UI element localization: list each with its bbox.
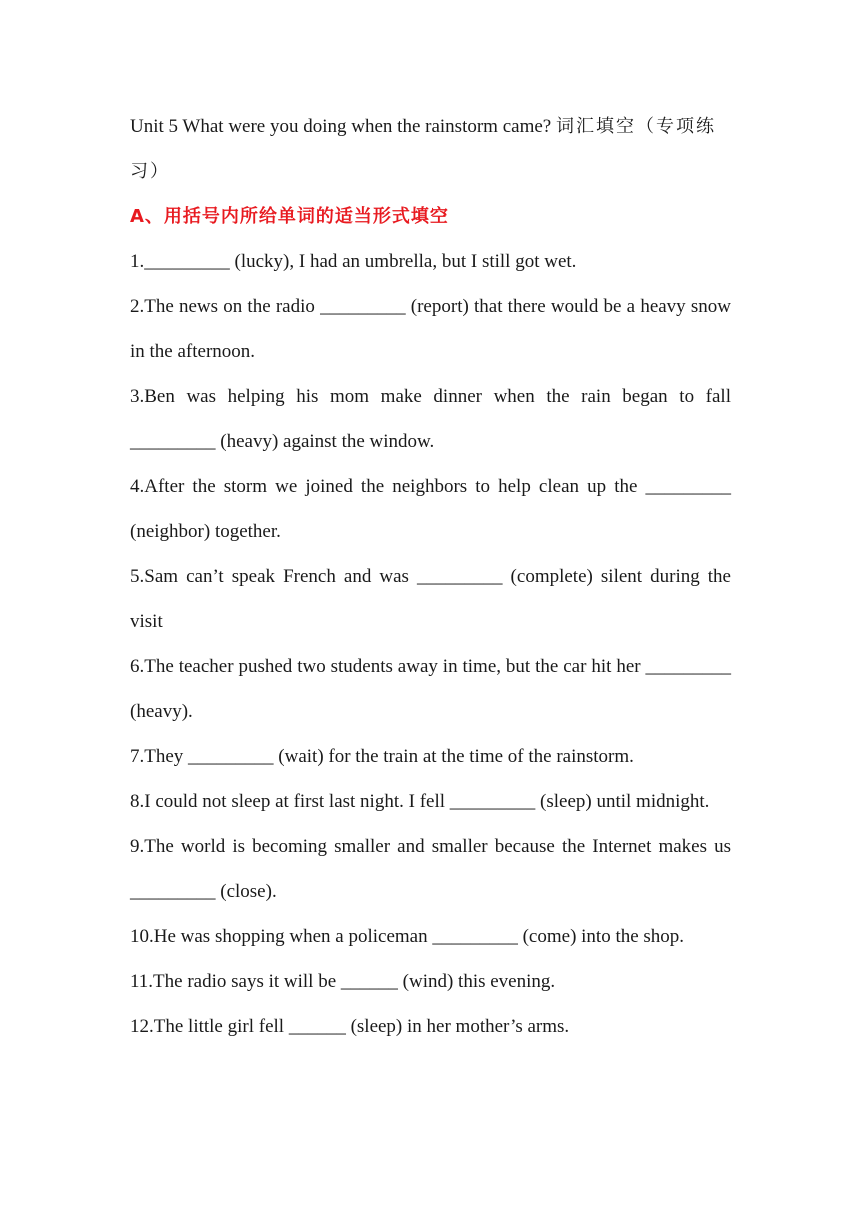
- section-heading: A、用括号内所给单词的适当形式填空: [130, 206, 449, 227]
- exercise-item-2: 2.The news on the radio _________ (report) that there would be a heavy snow in the afternoon.: [130, 296, 731, 362]
- exercise-item-1: 1._________ (lucky), I had an umbrella, but I still got wet.: [130, 251, 577, 272]
- exercise-item-4: 4.After the storm we joined the neighbors to help clean up the _________ (neighbor) together.: [130, 476, 731, 542]
- worksheet-page: [130, 104, 731, 1049]
- document-title: [130, 104, 731, 194]
- document-title-en: Unit 5 What were you doing when the rainstorm came?: [130, 116, 556, 137]
- exercise-item-6: 6.The teacher pushed two students away in time, but the car hit her _________ (heavy).: [130, 656, 731, 722]
- exercise-item-9: 9.The world is becoming smaller and smaller because the Internet makes us _________ (close).: [130, 836, 731, 902]
- exercise-item-11: 11.The radio says it will be ______ (wind) this evening.: [130, 971, 556, 992]
- exercise-item-3: 3.Ben was helping his mom make dinner when the rain began to fall _________ (heavy) against the window.: [130, 386, 731, 452]
- document-title-cn: 词汇填空（专项练习）: [130, 116, 716, 182]
- exercise-item-7: 7.They _________ (wait) for the train at the time of the rainstorm.: [130, 746, 634, 767]
- exercise-item-12: 12.The little girl fell ______ (sleep) in her mother’s arms.: [130, 1016, 570, 1037]
- exercise-item-8: 8.I could not sleep at first last night. I fell _________ (sleep) until midnight.: [130, 791, 710, 812]
- exercise-item-5: 5.Sam can’t speak French and was _________ (complete) silent during the visit: [130, 566, 731, 632]
- exercise-item-10: 10.He was shopping when a policeman _________ (come) into the shop.: [130, 926, 685, 947]
